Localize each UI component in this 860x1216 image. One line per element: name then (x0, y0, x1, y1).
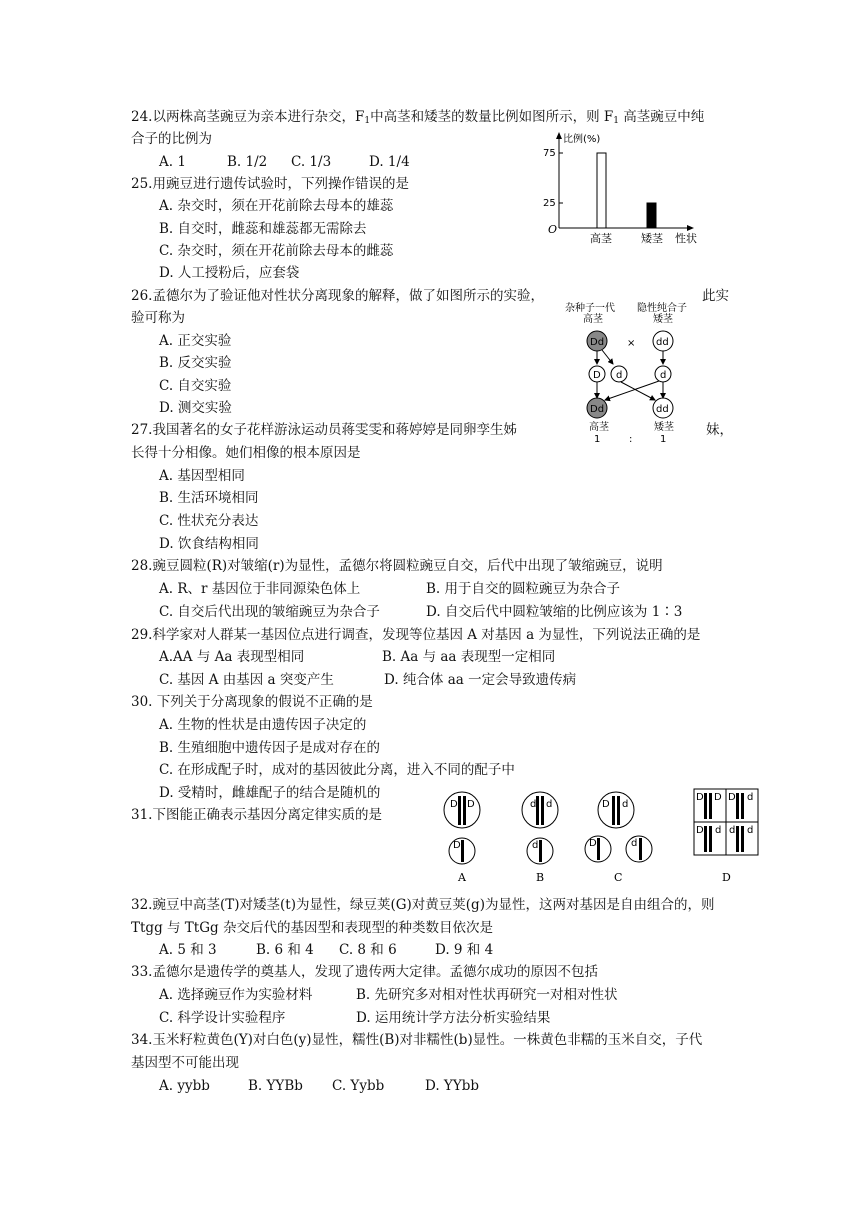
bar-chart (530, 130, 710, 248)
svg-text:D: D (602, 799, 610, 810)
q28-option-a[interactable]: A. R、r 基因位于非同源染色体上 (159, 581, 361, 597)
left-title-2: 高茎 (583, 314, 603, 325)
gene-separation-figure (438, 785, 768, 885)
q27-stem-line1: 27.我国著名的女子花样游泳运动员蒋雯雯和蒋婷婷是同卵孪生姊 (131, 422, 517, 438)
q27-option-b[interactable]: B. 生活环境相同 (159, 490, 259, 506)
q29-stem: 29.科学家对人群某一基因位点进行调查，发现等位基因 A 对基因 a 为显性，下列说法正确的是 (131, 627, 701, 643)
q32-stem-line2: Ttgg 与 TtGg 杂交后代的基因型和表现型的种类数目依次是 (131, 920, 493, 936)
q25-option-b[interactable]: B. 自交时，雌蕊和雄蕊都无需除去 (159, 221, 367, 237)
q33-stem: 33.孟德尔是遗传学的奠基人，发现了遗传两大定律。孟德尔成功的原因不包括 (131, 964, 598, 980)
q28-option-d[interactable]: D. 自交后代中圆粒皱缩的比例应该为 1∶3 (426, 604, 683, 620)
bar-short (647, 203, 656, 228)
left-title-1: 杂种子一代 (565, 303, 615, 314)
svg-text::: : (629, 434, 633, 445)
q31-stem: 31.下图能正确表示基因分离定律实质的是 (131, 807, 382, 823)
x-tick-short: 矮茎 (641, 232, 663, 245)
q27-option-d[interactable]: D. 饮食结构相同 (159, 536, 259, 552)
q33-option-a[interactable]: A. 选择豌豆作为实验材料 (159, 987, 313, 1003)
cross-symbol: × (627, 338, 636, 349)
svg-text:d: d (530, 799, 537, 810)
option-b-label: B (536, 871, 545, 884)
q26-option-c[interactable]: C. 自交实验 (159, 378, 232, 394)
svg-text:d: d (532, 840, 539, 851)
option-c-figure (585, 792, 652, 884)
q30-option-a[interactable]: A. 生物的性状是由遗传因子决定的 (159, 717, 367, 733)
svg-text:Dd: Dd (590, 404, 605, 415)
q24-option-a[interactable]: A. 1 (159, 154, 186, 170)
svg-text:d: d (715, 825, 722, 836)
q29-option-d[interactable]: D. 纯合体 aa 一定会导致遗传病 (384, 672, 577, 688)
svg-text:D: D (714, 792, 722, 803)
svg-text:dd: dd (656, 337, 669, 348)
q29-option-c[interactable]: C. 基因 A 由基因 a 突变产生 (159, 672, 334, 688)
y-tick-25: 25 (543, 198, 556, 209)
q27-stem-line1-end: 妹， (706, 422, 733, 438)
svg-text:d: d (546, 799, 553, 810)
q33-option-b[interactable]: B. 先研究多对相对性状再研究一对相对性状 (356, 987, 618, 1003)
offspring-label-tall: 高茎 (589, 422, 609, 433)
q28-option-b[interactable]: B. 用于自交的圆粒豌豆为杂合子 (426, 581, 621, 597)
svg-text:d: d (660, 370, 667, 381)
q34-stem-line2: 基因型不可能出现 (131, 1055, 239, 1071)
q30-option-b[interactable]: B. 生殖细胞中遗传因子是成对存在的 (159, 740, 381, 756)
q24-option-b[interactable]: B. 1/2 (227, 154, 268, 170)
svg-text:D: D (450, 799, 458, 810)
svg-text:D: D (589, 838, 597, 849)
q26-stem-line1: 26.孟德尔为了验证他对性状分离现象的解释，做了如图所示的实验， (131, 288, 544, 304)
q24-stem-line1: 24.以两株高茎豌豆为亲本进行杂交，$F_1$中高茎和矮茎的数量比例如图所示，则 $F_1$ 高茎豌豆中纯 (131, 109, 705, 126)
q24-stem-line2: 合子的比例为 (131, 131, 212, 147)
q32-option-c[interactable]: C. 8 和 6 (339, 942, 397, 958)
svg-text:1: 1 (660, 434, 667, 445)
q26-option-b[interactable]: B. 反交实验 (159, 355, 232, 371)
offspring-label-short: 矮茎 (654, 422, 674, 433)
svg-text:D: D (696, 825, 704, 836)
q27-option-a[interactable]: A. 基因型相同 (159, 468, 245, 484)
q27-stem-line2: 长得十分相像。她们相像的根本原因是 (131, 445, 361, 461)
svg-text:D: D (593, 370, 601, 381)
q34-option-a[interactable]: A. yybb (159, 1078, 210, 1094)
q33-option-d[interactable]: D. 运用统计学方法分析实验结果 (356, 1010, 551, 1026)
q24-option-c[interactable]: C. 1/3 (291, 154, 332, 170)
q25-option-d[interactable]: D. 人工授粉后，应套袋 (159, 265, 300, 281)
q33-option-c[interactable]: C. 科学设计实验程序 (159, 1010, 286, 1026)
testcross-diagram (565, 300, 700, 448)
option-b-figure (522, 792, 558, 884)
svg-text:d: d (616, 370, 623, 381)
q24-option-d[interactable]: D. 1/4 (369, 154, 410, 170)
svg-text:d: d (747, 792, 754, 803)
q28-option-c[interactable]: C. 自交后代出现的皱缩豌豆为杂合子 (159, 604, 380, 620)
svg-text:D: D (728, 792, 736, 803)
q34-stem-line1: 34.玉米籽粒黄色(Y)对白色(y)显性，糯性(B)对非糯性(b)显性。一株黄色非糯的玉米自交，子代 (131, 1032, 703, 1048)
q30-stem: 30. 下列关于分离现象的假说不正确的是 (131, 694, 373, 710)
option-c-label: C (614, 871, 623, 884)
q27-option-c[interactable]: C. 性状充分表达 (159, 513, 259, 529)
q32-option-a[interactable]: A. 5 和 3 (159, 942, 217, 958)
q26-option-a[interactable]: A. 正交实验 (159, 333, 232, 349)
q25-option-a[interactable]: A. 杂交时，须在开花前除去母本的雄蕊 (159, 198, 394, 214)
option-d-figure (694, 789, 758, 884)
q28-stem: 28.豌豆圆粒(R)对皱缩(r)为显性，孟德尔将圆粒豌豆自交，后代中出现了皱缩豌豆，说明 (131, 558, 663, 574)
q26-option-d[interactable]: D. 测交实验 (159, 400, 232, 416)
q25-option-c[interactable]: C. 杂交时，须在开花前除去母本的雌蕊 (159, 243, 394, 259)
q29-option-b[interactable]: B. Aa 与 aa 表现型一定相同 (382, 649, 556, 665)
q30-option-c[interactable]: C. 在形成配子时，成对的基因彼此分离，进入不同的配子中 (159, 762, 515, 778)
q25-stem: 25.用豌豆进行遗传试验时，下列操作错误的是 (131, 176, 409, 192)
q32-stem-line1: 32.豌豆中高茎(T)对矮茎(t)为显性，绿豆荚(G)对黄豆荚(g)为显性，这两对基因是自由组合的，则 (131, 897, 715, 913)
q29-option-a[interactable]: A.AA 与 Aa 表现型相同 (159, 649, 305, 665)
svg-text:d: d (729, 825, 736, 836)
svg-text:D: D (467, 799, 475, 810)
right-title-2: 矮茎 (653, 314, 673, 325)
q34-option-c[interactable]: C. Yybb (332, 1078, 385, 1094)
svg-text:d: d (622, 799, 629, 810)
y-tick-75: 75 (543, 148, 556, 159)
option-d-label: D (722, 871, 731, 884)
q34-option-d[interactable]: D. YYbb (425, 1078, 480, 1094)
option-a-figure (444, 792, 480, 884)
q30-option-d[interactable]: D. 受精时，雌雄配子的结合是随机的 (159, 785, 381, 801)
q32-option-d[interactable]: D. 9 和 4 (435, 942, 494, 958)
svg-text:1: 1 (594, 434, 601, 445)
q26-stem-line2: 验可称为 (131, 310, 185, 326)
svg-text:d: d (747, 825, 754, 836)
bar-tall (597, 153, 606, 228)
q32-option-b[interactable]: B. 6 和 4 (256, 942, 314, 958)
svg-text:D: D (696, 792, 704, 803)
x-tick-tall: 高茎 (590, 232, 612, 245)
svg-text:dd: dd (656, 404, 669, 415)
x-axis-label: 性状 (675, 232, 697, 245)
origin-label: O (548, 223, 558, 236)
q26-stem-line1-end: 此实 (702, 288, 729, 304)
svg-text:D: D (453, 840, 461, 851)
option-a-label: A (458, 871, 466, 884)
q34-option-b[interactable]: B. YYBb (248, 1078, 303, 1094)
svg-text:Dd: Dd (590, 337, 605, 348)
right-title-1: 隐性纯合子 (637, 303, 687, 314)
svg-text:d: d (631, 838, 638, 849)
y-axis-label: 比例(%) (563, 134, 601, 145)
